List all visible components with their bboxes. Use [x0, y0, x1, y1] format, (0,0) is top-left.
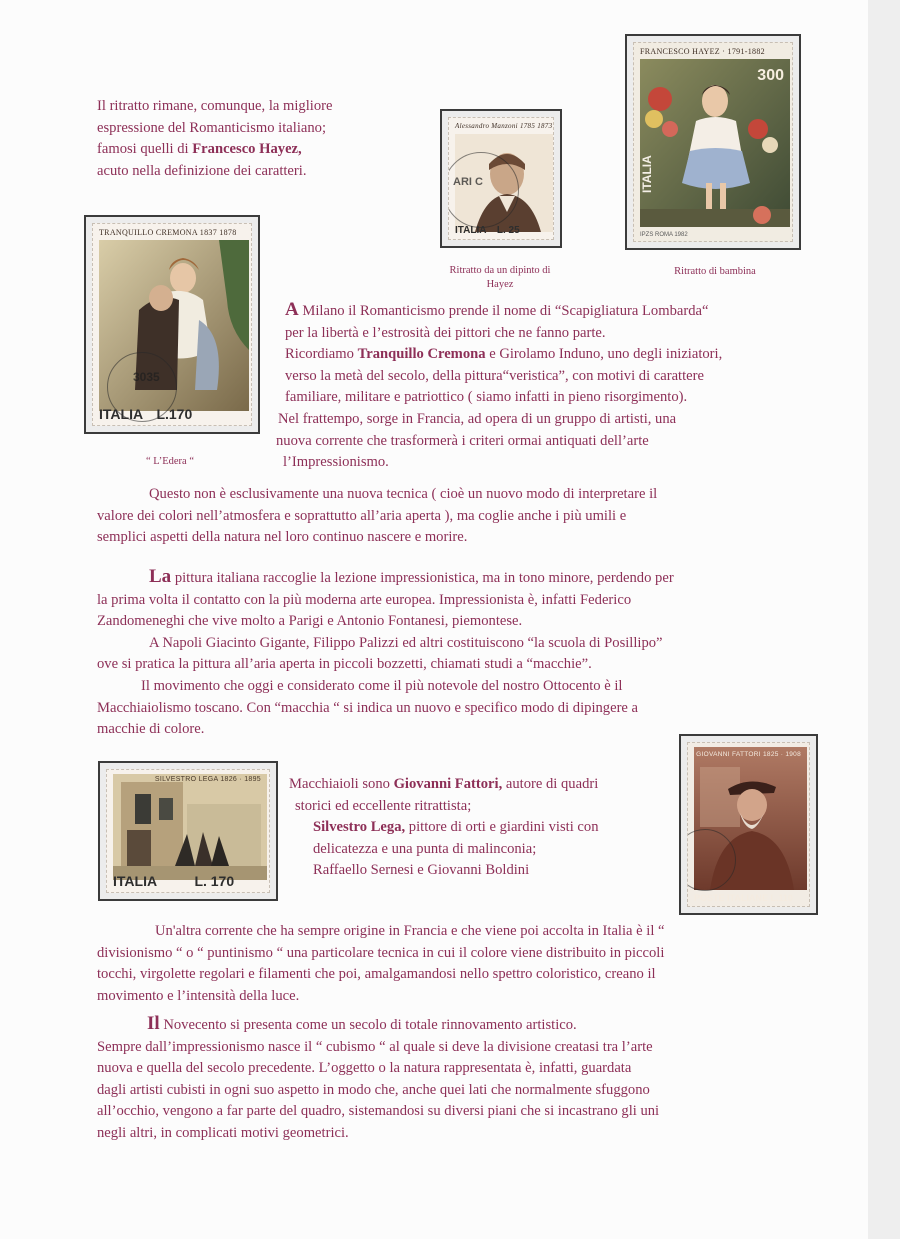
stamp-hayez-header: FRANCESCO HAYEZ · 1791-1882 — [640, 47, 765, 56]
macchiaioli-paragraph: Macchiaioli sono Giovanni Fattori, autore di quadri storici ed eccellente ritrattista; Silvestro Lega, pittore di orti e giardini visti con delicatezza e una punta di malinconia; Raffaello Sernesi e Giovanni Boldini — [289, 776, 599, 879]
stamp-fattori-header: GIOVANNI FATTORI 1825 · 1908 — [696, 751, 801, 758]
stamp-fattori-footer: POSTE ITALIANE L.110 — [694, 893, 793, 903]
name-francesco-hayez: Francesco Hayez, — [192, 141, 302, 158]
tecnica-paragraph: Questo non è esclusivamente una nuova tecnica ( cioè un nuovo modo di interpretare il valore dei colori nell’atmosfera e soprattutto all’aria aperta ), ma coglie anche i più umili e semplici aspetti della natura nel loro continuo nascere e morire. — [97, 486, 658, 546]
stamp-manzoni: Alessandro Manzoni 1785 1873 ARI C ITALIA L. 25 — [440, 109, 562, 248]
caption-hayez: Ritratto di bambina — [674, 266, 756, 277]
caption-manzoni: Ritratto da un dipinto di Hayez — [449, 265, 551, 290]
stamp-fattori — [679, 734, 818, 915]
stamp-hayez-country: ITALIA — [640, 155, 654, 193]
pittura-paragraph: La pittura italiana raccoglie la lezione impressionistica, ma in tono minore, perdendo per la prima volta il contatto con la più moderna arte europea. Impressionista è, infatti Federico Zandomeneghi che vive molto a Parigi e Antonio Fontanesi, piemontese. A Napoli Giacinto Gigante, Filippo Palizzi ed altri costituiscono “la scuola di Posillipo” ove si pratica la pittura all’aria aperta in piccoli bozzetti, chiamati studi a “macchie”. Il movimento che oggi e considerato come il più notevole del nostro Ottocento è il Macchiaiolismo toscano. Con “macchia “ si indica un nuovo e specifico modo di dipingere a macchie di colore. — [97, 566, 674, 738]
stamp-hayez: FRANCESCO HAYEZ · 1791-1882 300 ITALIA IPZS ROMA 1982 — [625, 34, 801, 250]
stamp-hayez-value: 300 — [757, 67, 784, 84]
intro-paragraph: Il ritratto rimane, comunque, la migliore espressione del Romanticismo italiano; famosi quelli di Francesco Hayez, acuto nella definizione dei caratteri. — [97, 98, 333, 179]
name-silvestro-lega: Silvestro Lega, — [313, 819, 406, 836]
stamp-cremona-header: TRANQUILLO CREMONA 1837 1878 — [99, 228, 237, 237]
name-tranquillo-cremona: Tranquillo Cremona — [357, 346, 486, 363]
stamp-cremona: TRANQUILLO CREMONA 1837 1878 3035 ITALIA L.170 — [84, 215, 260, 434]
name-giovanni-fattori: Giovanni Fattori, — [393, 776, 503, 792]
caption-cremona: “ L’Edera “ — [146, 456, 194, 467]
stamp-lega-painting — [113, 774, 263, 874]
divisionismo-paragraph: Un'altra corrente che ha sempre origine in Francia e che viene poi accolta in Italia è il “ divisionismo “ o “ puntinismo “ una particolare tecnica in cui il colore viene distribuito in piccoli tocchi, virgolette regolari e filamenti che poi, amalgamandosi nello spettro coloristico, creano il movimento e l’intensità della luce. — [97, 923, 665, 1004]
stamp-lega: SILVESTRO LEGA 1826 · 1895 ITALIA L. 170 — [98, 761, 278, 901]
page-edge — [868, 0, 900, 1239]
stamp-manzoni-header: Alessandro Manzoni 1785 1873 — [455, 122, 553, 130]
milano-paragraph: A Milano il Romanticismo prende il nome di “Scapigliatura Lombarda“ per la libertà e l’estrosità dei pittori che ne fanno parte. Ricordiamo Tranquillo Cremona e Girolamo Induno, uno degli iniziatori, verso la metà del secolo, della pittura“veristica”, con motivi di carattere familiare, militare e patriottico ( siamo infatti in pieno risorgimento). Nel frattempo, sorge in Francia, ad opera di un gruppo di artisti, una nuova corrente che trasformerà i criteri ormai antiquati dell’arte l’Impressionismo. — [276, 299, 723, 471]
novecento-paragraph: Il Novecento si presenta come un secolo di totale rinnovamento artistico. Sempre dall’impressionismo nasce il “ cubismo “ al quale si deve la divisione creatasi tra l’arte nuova e quella del secolo precedente. L’oggetto o la natura rappresentata è, infatti, guardata dagli artisti cubisti in ogni suo aspetto in modo che, anche quei lati che normalmente sfuggono all’occhio, vengono a far parte del quadro, sistemandosi su diversi piani che si incastrano gli uni negli altri, in complicati motivi geometrici. — [97, 1013, 660, 1141]
stamp-lega-header: SILVESTRO LEGA 1826 · 1895 — [154, 776, 261, 783]
